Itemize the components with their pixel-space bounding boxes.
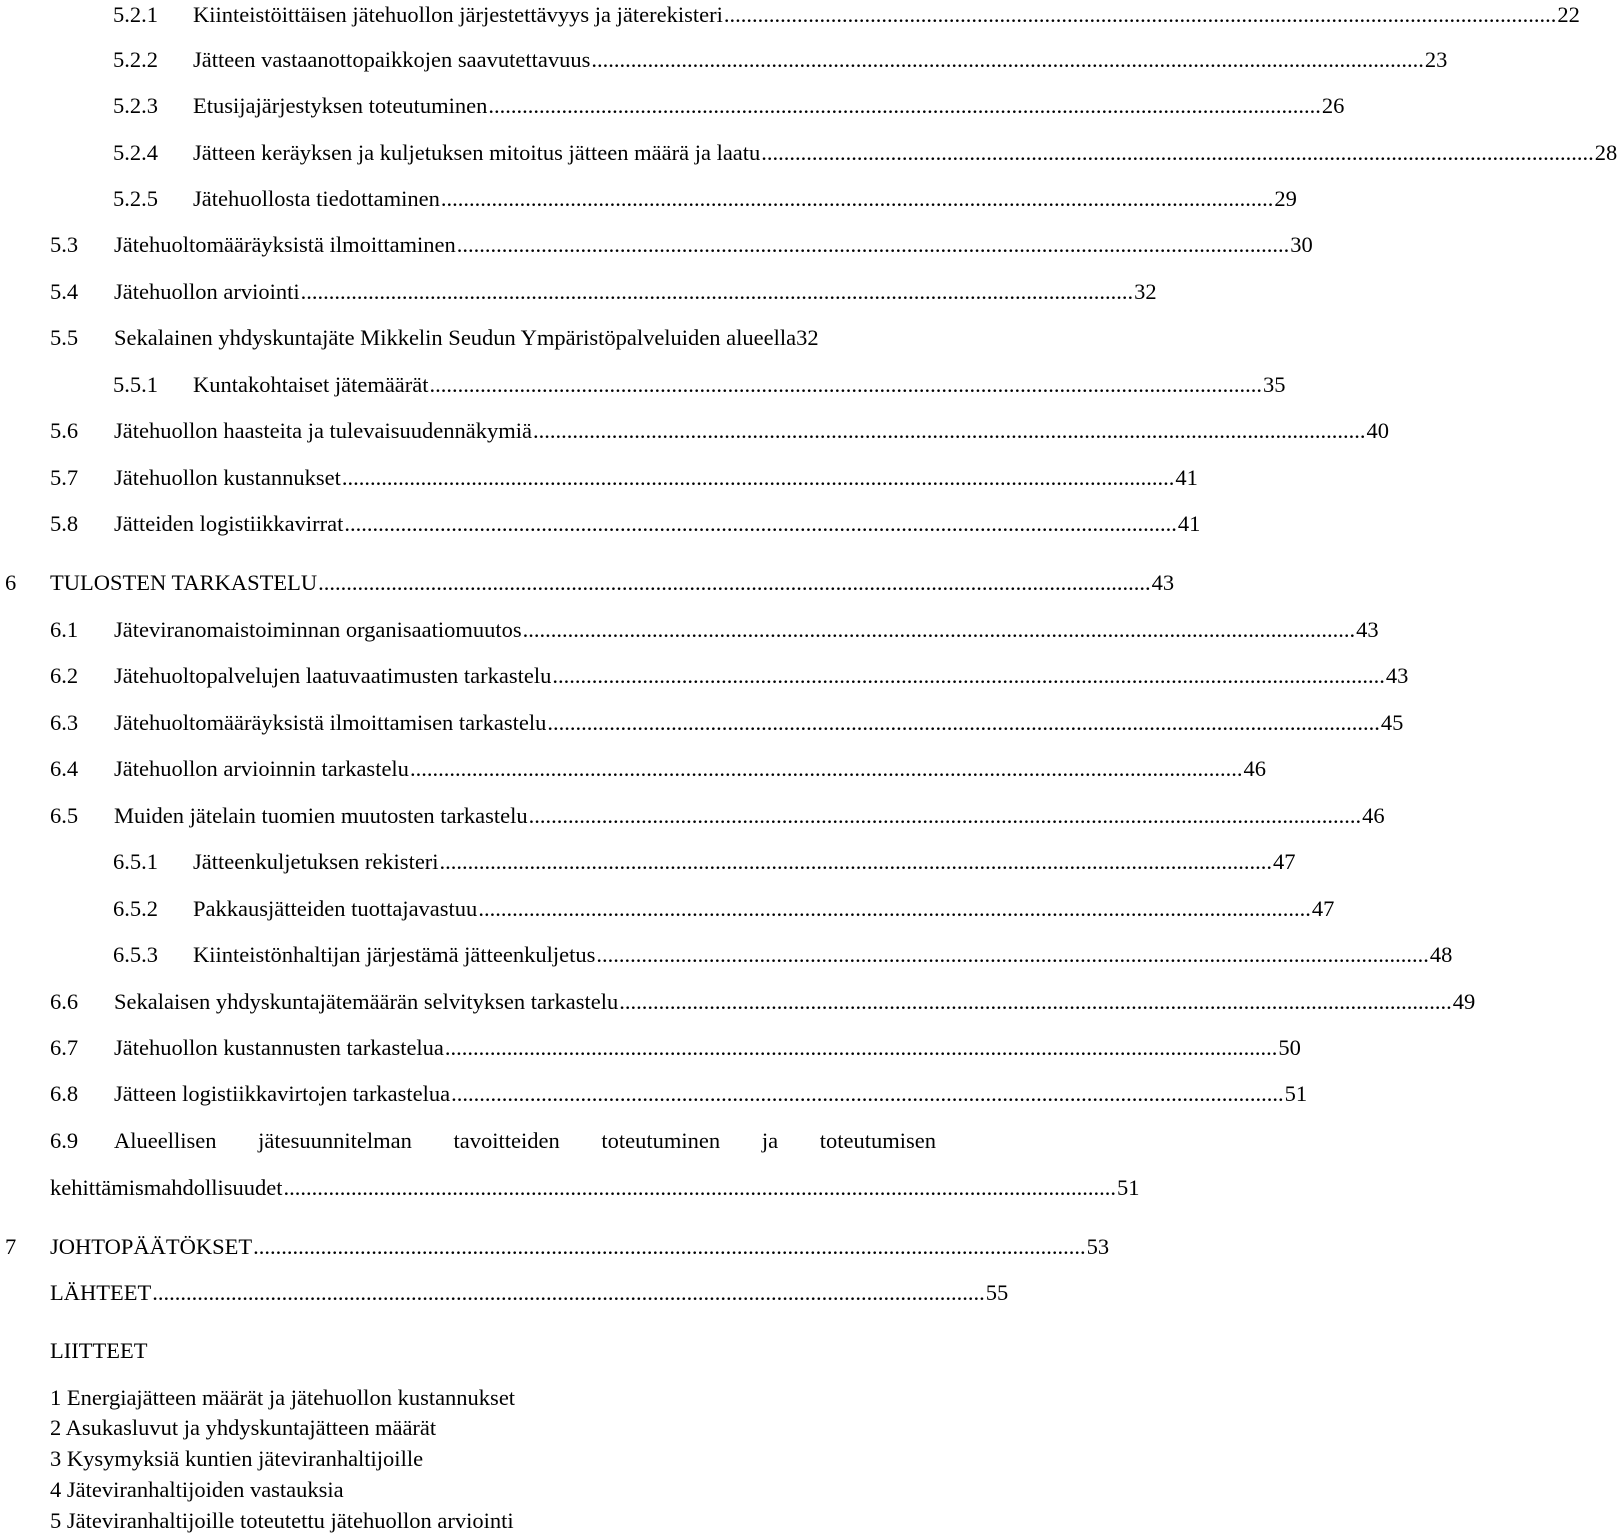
toc-page-number: 51 <box>1284 1081 1308 1106</box>
dot-leader: .................................................................................................................................................... <box>591 47 1424 72</box>
dot-leader: .................................................................................................................................................... <box>283 1175 1116 1200</box>
toc-entry-6-5-2[interactable] <box>113 894 1335 924</box>
dot-leader: .................................................................................................................................................... <box>344 511 1177 536</box>
toc-number: 6.5.1 <box>113 849 158 874</box>
toc-page-number: 46 <box>1362 803 1385 828</box>
appendix-item[interactable]: 2 Asukasluvut ja yhdyskuntajätteen määrät <box>50 1415 437 1440</box>
toc-title: TULOSTEN TARKASTELU <box>50 570 318 595</box>
toc-title: Kiinteistöittäisen jätehuollon järjestettävyys ja jäterekisteri <box>193 2 723 27</box>
toc-title: Pakkausjätteiden tuottajavastuu <box>193 896 478 921</box>
toc-page-number: 23 <box>1424 47 1448 72</box>
dot-leader: .................................................................................................................................................... <box>409 756 1243 781</box>
appendix-item[interactable]: 5 Jäteviranhaltijoille toteutettu jätehuollon arviointi <box>50 1508 514 1533</box>
toc-number: 5.5 <box>50 325 79 350</box>
toc-number: 5.2.1 <box>113 2 158 27</box>
toc-title: Jätehuoltomääräyksistä ilmoittamisen tarkastelu <box>114 710 547 735</box>
toc-title: Jätteen keräyksen ja kuljetuksen mitoitus jätteen määrä ja laatu <box>193 140 761 165</box>
toc-page-number: 48 <box>1429 942 1453 967</box>
toc-title: Muiden jätelain tuomien muutosten tarkastelu <box>114 803 528 828</box>
toc-entry-5-8[interactable] <box>50 509 1201 539</box>
toc-page-number: 47 <box>1311 896 1335 921</box>
toc-number: 6.8 <box>50 1081 79 1106</box>
dot-leader: .................................................................................................................................................... <box>552 663 1385 688</box>
toc-title: LÄHTEET <box>50 1280 152 1305</box>
toc-number: 5.6 <box>50 418 79 443</box>
toc-entry-5-6[interactable] <box>50 416 1389 446</box>
dot-leader: .................................................................................................................................................... <box>547 710 1380 735</box>
dot-leader: .................................................................................................................................................... <box>456 232 1290 257</box>
dot-leader: .................................................................................................................................................... <box>253 1234 1086 1259</box>
toc-entry-5-5-1[interactable] <box>113 370 1286 400</box>
toc-number: 6.7 <box>50 1035 79 1060</box>
toc-title: Etusijajärjestyksen toteutuminen <box>193 93 488 118</box>
toc-number: 5.7 <box>50 465 79 490</box>
appendix-item[interactable]: 3 Kysymyksiä kuntien jäteviranhaltijoille <box>50 1446 424 1471</box>
toc-number: 5.2.4 <box>113 140 158 165</box>
toc-title: Jätteen vastaanottopaikkojen saavutettavuus <box>193 47 591 72</box>
toc-title-continued: kehittämismahdollisuudet <box>50 1175 283 1200</box>
toc-entry-6-9-line2[interactable] <box>50 1173 1140 1203</box>
toc-entry-6-1[interactable] <box>50 615 1379 645</box>
toc-entry-5-4[interactable] <box>50 277 1157 307</box>
toc-entry-5-2-4[interactable] <box>113 138 1617 168</box>
toc-page-number: 43 <box>1385 663 1409 688</box>
toc-number: 6.1 <box>50 617 79 642</box>
toc-title: Jätehuollosta tiedottaminen <box>193 186 440 211</box>
dot-leader: .................................................................................................................................................... <box>533 418 1366 443</box>
toc-entry-6-4[interactable] <box>50 754 1266 784</box>
dot-leader: .................................................................................................................................................... <box>619 989 1452 1014</box>
appendix-item[interactable]: 1 Energiajätteen määrät ja jätehuollon kustannukset <box>50 1385 516 1410</box>
toc-page-number: 26 <box>1321 93 1345 118</box>
toc-number: 6.9 <box>50 1128 79 1153</box>
toc-page-number: 43 <box>1151 570 1175 595</box>
toc-title: Jätehuollon arvioinnin tarkastelu <box>114 756 409 781</box>
toc-number: 5.5.1 <box>113 372 158 397</box>
toc-title: Jätehuollon kustannukset <box>114 465 341 490</box>
toc-number: 6.5 <box>50 803 79 828</box>
toc-page-number: 49 <box>1452 989 1476 1014</box>
appendices-heading: LIITTEET <box>50 1338 148 1363</box>
toc-page-number: 50 <box>1278 1035 1301 1060</box>
toc-number: 5.8 <box>50 511 79 536</box>
dot-leader: .................................................................................................................................................... <box>300 279 1134 304</box>
toc-title: Jätehuollon kustannusten tarkastelua <box>114 1035 444 1060</box>
toc-page-number: 55 <box>985 1280 1009 1305</box>
toc-page-number: 47 <box>1273 849 1296 874</box>
toc-entry-7[interactable] <box>5 1232 1110 1262</box>
toc-page-number: 46 <box>1243 756 1266 781</box>
dot-leader: .................................................................................................................................................... <box>318 570 1151 595</box>
toc-title: Jätehuollon haasteita ja tulevaisuudennäkymiä <box>114 418 532 443</box>
toc-entry-5-2-3[interactable] <box>113 91 1345 121</box>
appendix-item[interactable]: 4 Jäteviranhaltijoiden vastauksia <box>50 1477 344 1502</box>
toc-entry-5-3[interactable] <box>50 230 1313 260</box>
toc-entry-5-7[interactable] <box>50 463 1198 493</box>
toc-number: 6.4 <box>50 756 79 781</box>
toc-page-number: 41 <box>1177 511 1201 536</box>
dot-leader: .................................................................................................................................................... <box>723 2 1557 27</box>
dot-leader: .................................................................................................................................................... <box>429 372 1263 397</box>
toc-entry-6-3[interactable] <box>50 708 1404 738</box>
toc-entry-5-2-1[interactable] <box>113 0 1580 30</box>
toc-page-number: 45 <box>1380 710 1404 735</box>
dot-leader: .................................................................................................................................................... <box>596 942 1429 967</box>
toc-page-number: 30 <box>1290 232 1313 257</box>
toc-page-number: 53 <box>1086 1234 1110 1259</box>
dot-leader: .................................................................................................................................................... <box>451 1081 1284 1106</box>
toc-number: 6 <box>5 570 17 595</box>
toc-title: Sekalainen yhdyskuntajäte Mikkelin Seudun Ympäristöpalveluiden alueella <box>114 325 797 350</box>
toc-entry-6-7[interactable] <box>50 1033 1301 1063</box>
toc-entry-5-2-5[interactable] <box>113 184 1297 214</box>
toc-page-number: 29 <box>1274 186 1297 211</box>
toc-number: 5.2.3 <box>113 93 158 118</box>
toc-title: Jätehuollon arviointi <box>114 279 300 304</box>
dot-leader: .................................................................................................................................................... <box>528 803 1362 828</box>
dot-leader: .................................................................................................................................................... <box>522 617 1356 642</box>
toc-number: 5.4 <box>50 279 79 304</box>
dot-leader: .................................................................................................................................................... <box>439 849 1273 874</box>
toc-entry-6-8[interactable] <box>50 1079 1308 1109</box>
dot-leader: .................................................................................................................................................... <box>488 93 1321 118</box>
toc-page-number: 35 <box>1263 372 1286 397</box>
toc-number: 6.5.3 <box>113 942 158 967</box>
toc-page-number: 22 <box>1557 2 1580 27</box>
toc-page-number: 40 <box>1366 418 1389 443</box>
toc-page-number: 41 <box>1175 465 1198 490</box>
toc-number: 6.6 <box>50 989 79 1014</box>
toc-entry-5-5[interactable] <box>50 323 936 353</box>
dot-leader: .................................................................................................................................................... <box>761 140 1594 165</box>
dot-leader: .................................................................................................................................................... <box>444 1035 1278 1060</box>
toc-number: 5.2.5 <box>113 186 158 211</box>
toc-entry-6-5-3[interactable] <box>113 940 1453 970</box>
toc-entry-6-2[interactable] <box>50 661 1409 691</box>
toc-number: 6.3 <box>50 710 79 735</box>
toc-title: Jätehuoltopalvelujen laatuvaatimusten tarkastelu <box>114 663 552 688</box>
toc-entry-6-5[interactable] <box>50 801 1385 831</box>
toc-title: Jäteviranomaistoiminnan organisaatiomuutos <box>114 617 522 642</box>
toc-title: Jätehuoltomääräyksistä ilmoittaminen <box>114 232 456 257</box>
toc-page-number: 32 <box>1134 279 1157 304</box>
toc-page-number: 28 <box>1594 140 1617 165</box>
toc-number: 6.2 <box>50 663 79 688</box>
toc-title: Jätteen logistiikkavirtojen tarkastelua <box>114 1081 451 1106</box>
toc-title: Sekalaisen yhdyskuntajätemäärän selvityksen tarkastelu <box>114 989 619 1014</box>
toc-entry-lahteet[interactable] <box>50 1278 1009 1308</box>
dot-leader: .................................................................................................................................................... <box>440 186 1274 211</box>
toc-title: Alueellisen jätesuunnitelman tavoitteiden toteutuminen ja toteutumisen <box>114 1128 936 1153</box>
toc-entry-6[interactable] <box>5 568 1175 598</box>
dot-leader: .................................................................................................................................................... <box>341 465 1175 490</box>
toc-number: 5.3 <box>50 232 79 257</box>
toc-entry-6-9-line1[interactable] <box>50 1126 936 1156</box>
toc-page-number: 32 <box>796 325 819 350</box>
toc-entry-6-6[interactable] <box>50 987 1476 1017</box>
toc-title: Kuntakohtaiset jätemäärät <box>193 372 429 397</box>
toc-entry-6-9-text <box>50 1126 936 1156</box>
toc-entry-6-5-1[interactable] <box>113 847 1296 877</box>
toc-title: Jätteenkuljetuksen rekisteri <box>193 849 439 874</box>
toc-entry-5-2-2[interactable] <box>113 45 1448 75</box>
toc-page-number: 43 <box>1356 617 1379 642</box>
toc-number: 5.2.2 <box>113 47 158 72</box>
toc-number: 6.5.2 <box>113 896 158 921</box>
dot-leader: .................................................................................................................................................... <box>478 896 1311 921</box>
toc-page-number: 51 <box>1116 1175 1140 1200</box>
dot-leader: .................................................................................................................................................... <box>152 1280 985 1305</box>
toc-title: Jätteiden logistiikkavirrat <box>114 511 344 536</box>
toc-number: 7 <box>5 1234 17 1259</box>
toc-title: Kiinteistönhaltijan järjestämä jätteenkuljetus <box>193 942 596 967</box>
toc-title: JOHTOPÄÄTÖKSET <box>50 1234 253 1259</box>
